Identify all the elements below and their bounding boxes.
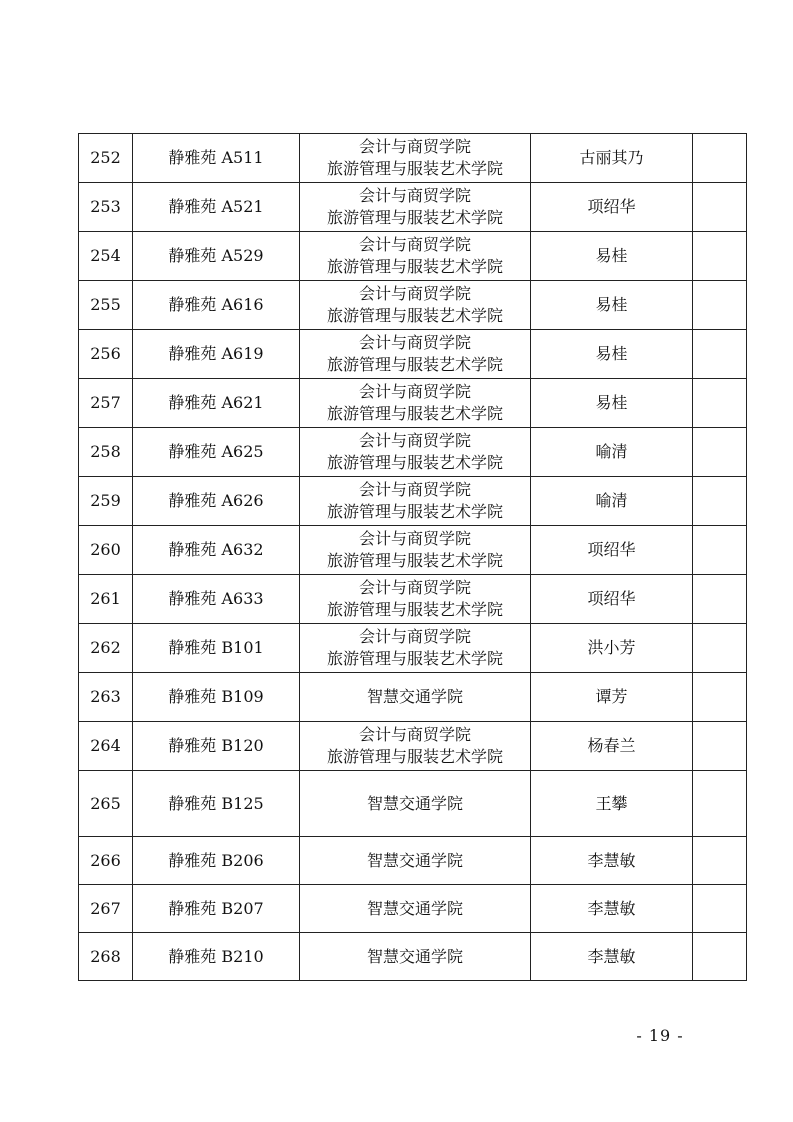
row-number: 265 (79, 771, 133, 837)
table-row (79, 379, 747, 428)
note-cell (693, 771, 747, 837)
dormitory-assignment-table-container (78, 133, 746, 981)
row-number: 254 (79, 232, 133, 281)
room-cell: 静雅苑 B125 (133, 771, 300, 837)
room-cell: 静雅苑 A619 (133, 330, 300, 379)
college-cell (300, 281, 531, 330)
college-line: 智慧交通学院 (366, 793, 463, 813)
room-cell: 静雅苑 A632 (133, 526, 300, 575)
table-row (79, 526, 747, 575)
room-cell: 静雅苑 A521 (133, 183, 300, 232)
note-cell (693, 575, 747, 624)
room-cell: 静雅苑 A633 (133, 575, 300, 624)
row-number: 256 (79, 330, 133, 379)
college-cell (300, 933, 531, 981)
college-line: 智慧交通学院 (366, 898, 463, 918)
college-line: 会计与商贸学院 (358, 235, 471, 254)
college-line: 会计与商贸学院 (358, 578, 471, 597)
room-cell: 静雅苑 B120 (133, 722, 300, 771)
college-line: 会计与商贸学院 (358, 431, 471, 450)
college-cell (300, 624, 531, 673)
person-cell: 谭芳 (531, 673, 693, 722)
college-line: 旅游管理与服装艺术学院 (326, 502, 503, 521)
row-number: 253 (79, 183, 133, 232)
row-number: 264 (79, 722, 133, 771)
person-cell: 易桂 (531, 379, 693, 428)
table-row (79, 232, 747, 281)
college-line: 旅游管理与服装艺术学院 (326, 404, 503, 423)
person-cell: 王攀 (531, 771, 693, 837)
college-cell (300, 575, 531, 624)
row-number: 252 (79, 134, 133, 183)
person-cell: 古丽其乃 (531, 134, 693, 183)
note-cell (693, 477, 747, 526)
row-number: 267 (79, 885, 133, 933)
table-row (79, 885, 747, 933)
college-cell (300, 330, 531, 379)
row-number: 268 (79, 933, 133, 981)
room-cell: 静雅苑 B101 (133, 624, 300, 673)
person-cell: 李慧敏 (531, 837, 693, 885)
college-line: 旅游管理与服装艺术学院 (326, 551, 503, 570)
table-row (79, 134, 747, 183)
dormitory-assignment-table (78, 133, 747, 981)
room-cell: 静雅苑 A625 (133, 428, 300, 477)
note-cell (693, 183, 747, 232)
college-cell (300, 379, 531, 428)
table-row (79, 183, 747, 232)
college-cell (300, 134, 531, 183)
row-number: 266 (79, 837, 133, 885)
room-cell: 静雅苑 B210 (133, 933, 300, 981)
note-cell (693, 722, 747, 771)
row-number: 263 (79, 673, 133, 722)
college-line: 会计与商贸学院 (358, 480, 471, 499)
room-cell: 静雅苑 A626 (133, 477, 300, 526)
table-row (79, 673, 747, 722)
college-line: 智慧交通学院 (366, 687, 463, 706)
note-cell (693, 379, 747, 428)
college-cell (300, 722, 531, 771)
college-line: 会计与商贸学院 (358, 529, 471, 548)
room-cell: 静雅苑 B206 (133, 837, 300, 885)
person-cell: 易桂 (531, 330, 693, 379)
college-line: 旅游管理与服装艺术学院 (326, 355, 503, 374)
table-row (79, 722, 747, 771)
room-cell: 静雅苑 A529 (133, 232, 300, 281)
college-line: 旅游管理与服装艺术学院 (326, 453, 503, 472)
college-cell (300, 526, 531, 575)
college-line: 会计与商贸学院 (358, 725, 471, 744)
college-cell (300, 673, 531, 722)
note-cell (693, 526, 747, 575)
college-line: 会计与商贸学院 (358, 333, 471, 352)
room-cell: 静雅苑 A621 (133, 379, 300, 428)
table-row (79, 771, 747, 837)
person-cell: 李慧敏 (531, 933, 693, 981)
row-number: 260 (79, 526, 133, 575)
table-row (79, 837, 747, 885)
row-number: 259 (79, 477, 133, 526)
college-cell (300, 183, 531, 232)
person-cell: 喻清 (531, 428, 693, 477)
table-row (79, 933, 747, 981)
person-cell: 项绍华 (531, 526, 693, 575)
person-cell: 杨春兰 (531, 722, 693, 771)
table-row (79, 624, 747, 673)
college-line: 旅游管理与服装艺术学院 (326, 747, 503, 766)
room-cell: 静雅苑 A616 (133, 281, 300, 330)
note-cell (693, 134, 747, 183)
college-cell (300, 837, 531, 885)
college-cell (300, 232, 531, 281)
college-line: 会计与商贸学院 (358, 627, 471, 646)
college-line: 智慧交通学院 (366, 946, 463, 966)
person-cell: 项绍华 (531, 575, 693, 624)
note-cell (693, 428, 747, 477)
table-row (79, 281, 747, 330)
person-cell: 易桂 (531, 281, 693, 330)
table-body (79, 134, 747, 981)
college-line: 旅游管理与服装艺术学院 (326, 600, 503, 619)
note-cell (693, 281, 747, 330)
table-row (79, 575, 747, 624)
college-line: 会计与商贸学院 (358, 186, 471, 205)
row-number: 255 (79, 281, 133, 330)
college-line: 旅游管理与服装艺术学院 (326, 257, 503, 276)
row-number: 257 (79, 379, 133, 428)
room-cell: 静雅苑 B207 (133, 885, 300, 933)
college-cell (300, 477, 531, 526)
college-line: 旅游管理与服装艺术学院 (326, 306, 503, 325)
person-cell: 喻清 (531, 477, 693, 526)
college-line: 智慧交通学院 (366, 850, 463, 870)
college-line: 旅游管理与服装艺术学院 (326, 159, 503, 178)
note-cell (693, 330, 747, 379)
row-number: 261 (79, 575, 133, 624)
note-cell (693, 624, 747, 673)
row-number: 262 (79, 624, 133, 673)
college-cell (300, 428, 531, 477)
college-line: 会计与商贸学院 (358, 382, 471, 401)
person-cell: 洪小芳 (531, 624, 693, 673)
room-cell: 静雅苑 B109 (133, 673, 300, 722)
college-line: 旅游管理与服装艺术学院 (326, 649, 503, 668)
college-line: 旅游管理与服装艺术学院 (326, 208, 503, 227)
room-cell: 静雅苑 A511 (133, 134, 300, 183)
note-cell (693, 885, 747, 933)
row-number: 258 (79, 428, 133, 477)
note-cell (693, 933, 747, 981)
person-cell: 易桂 (531, 232, 693, 281)
note-cell (693, 232, 747, 281)
note-cell (693, 837, 747, 885)
college-cell (300, 771, 531, 837)
college-line: 会计与商贸学院 (358, 284, 471, 303)
table-row (79, 428, 747, 477)
college-line: 会计与商贸学院 (358, 137, 471, 156)
person-cell: 项绍华 (531, 183, 693, 232)
table-row (79, 477, 747, 526)
note-cell (693, 673, 747, 722)
table-row (79, 330, 747, 379)
page-number: - 19 - (636, 1026, 684, 1045)
person-cell: 李慧敏 (531, 885, 693, 933)
college-cell (300, 885, 531, 933)
